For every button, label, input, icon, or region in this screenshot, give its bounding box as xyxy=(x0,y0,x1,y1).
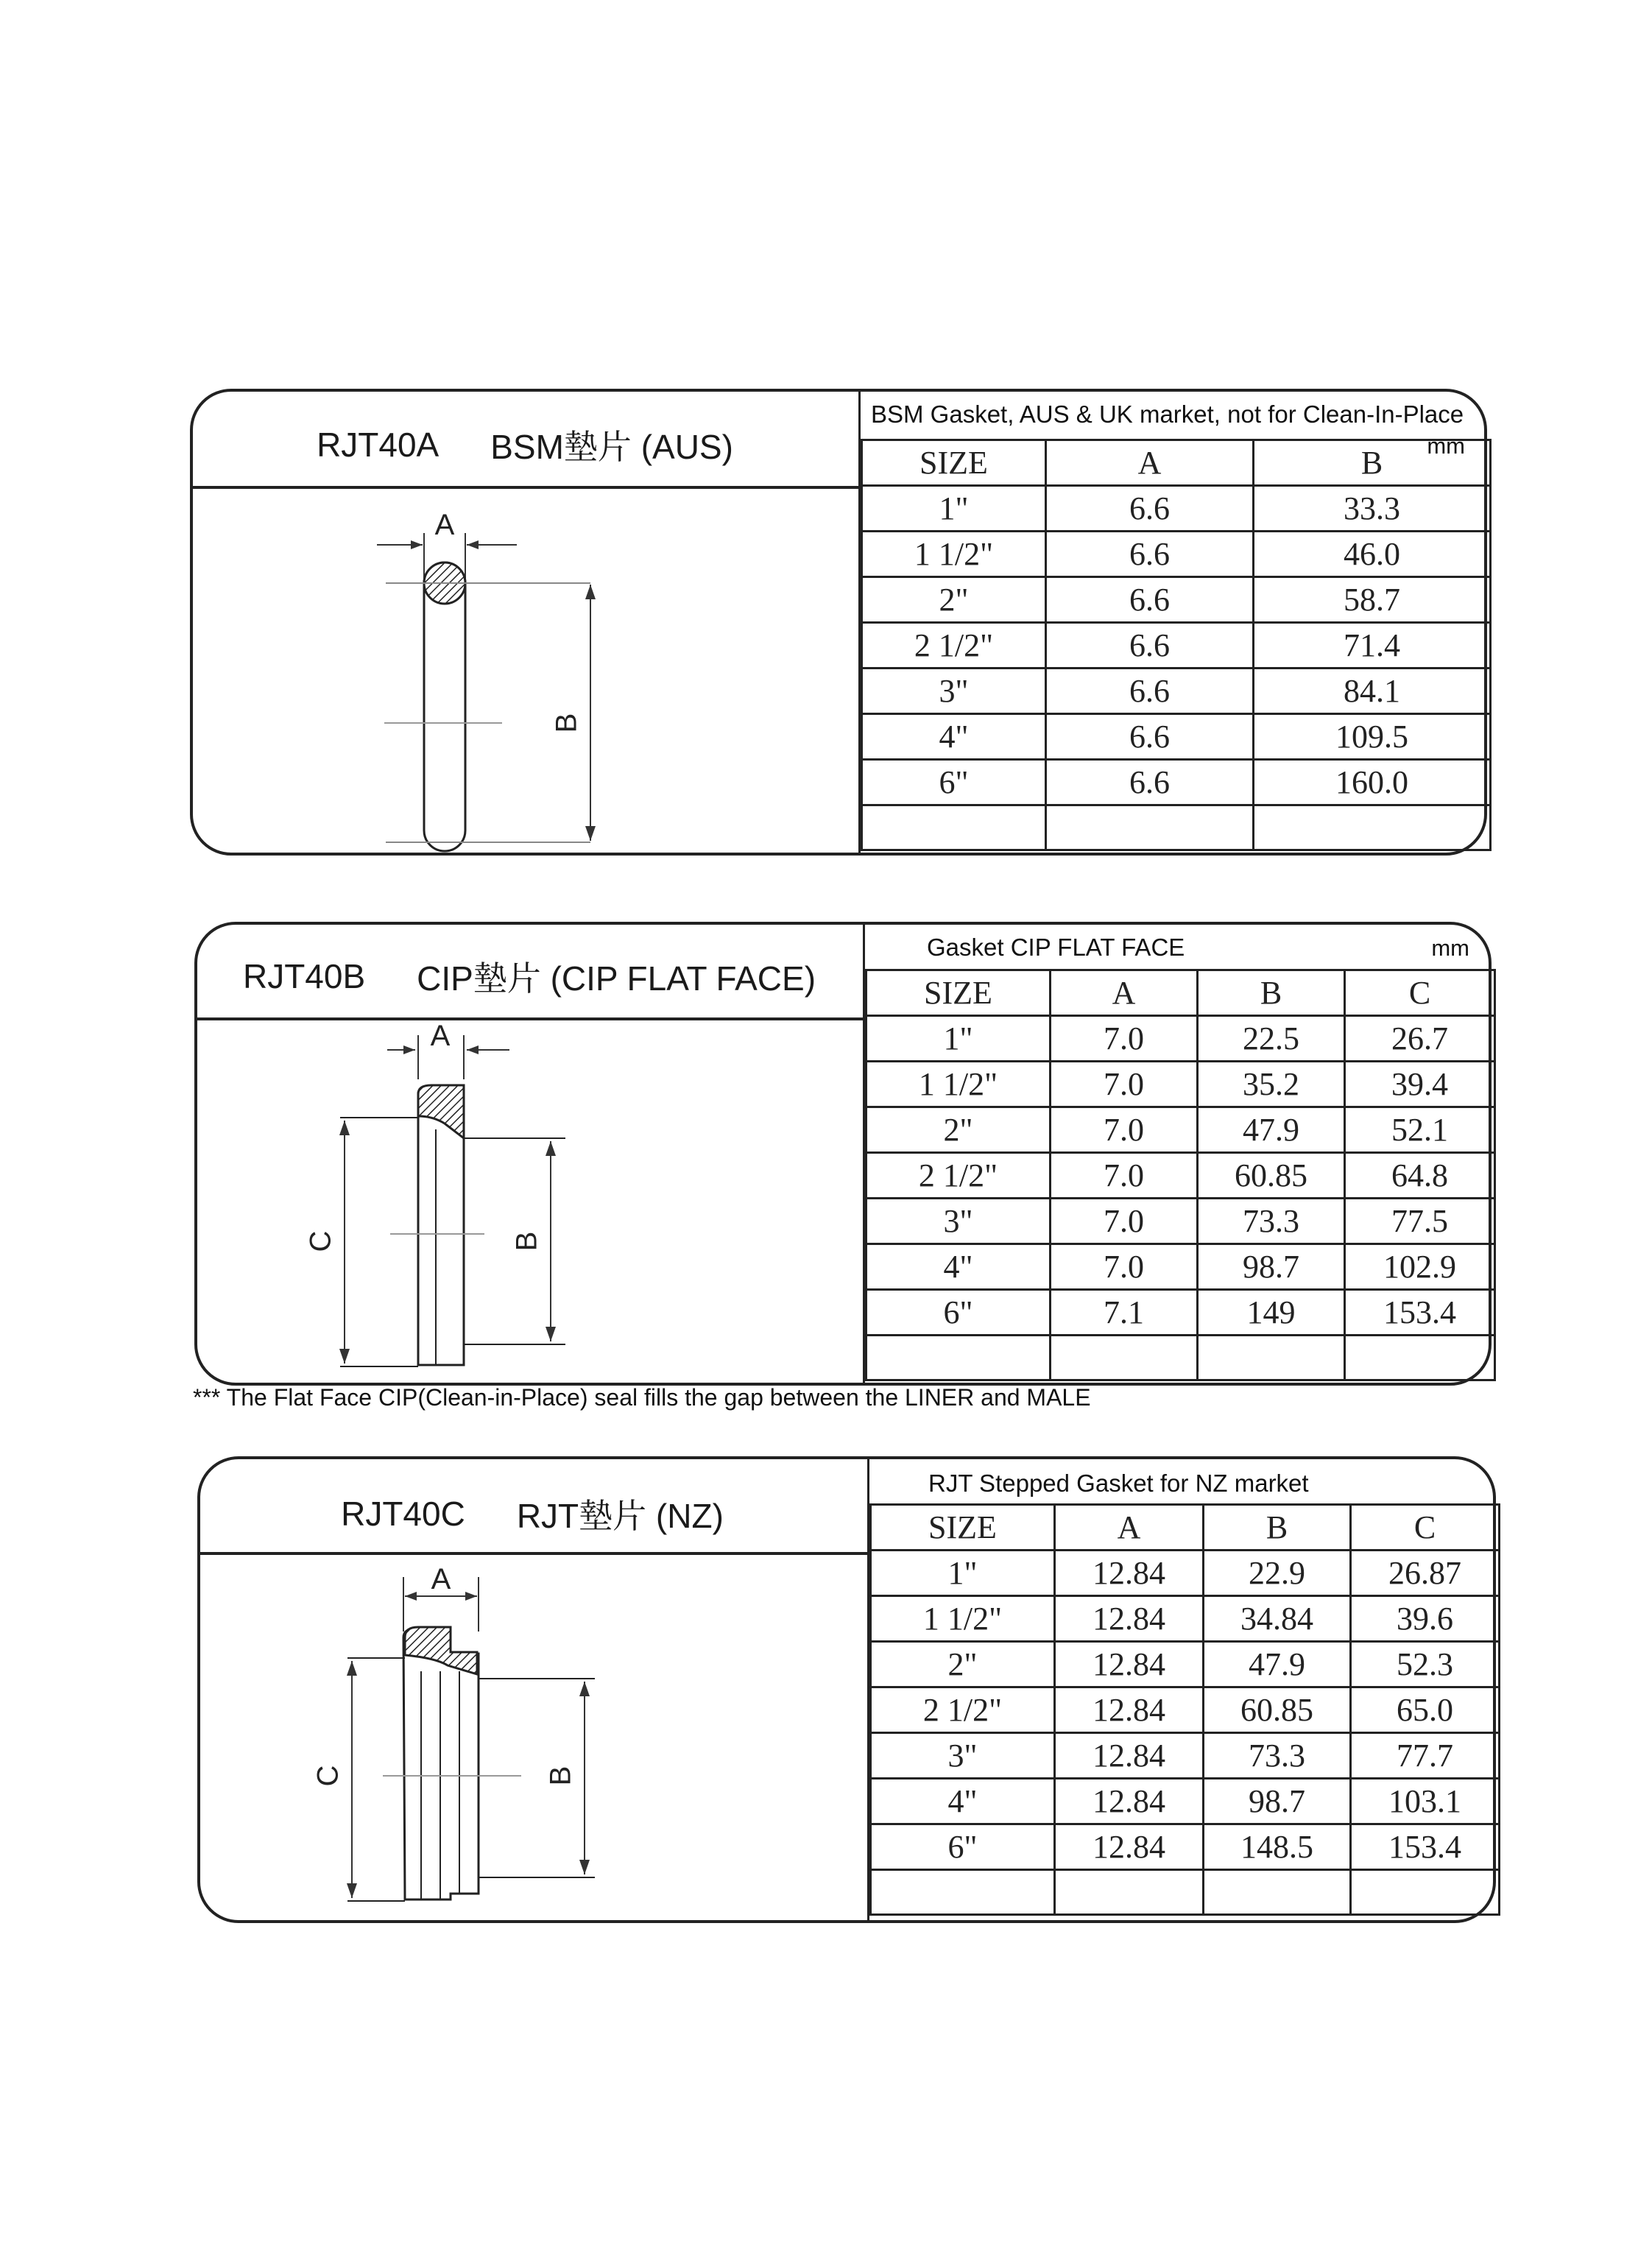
value-a-cell: 7.0 xyxy=(1051,1153,1198,1199)
size-cell: 1 1/2" xyxy=(866,1062,1051,1107)
column-header-a: A xyxy=(1046,440,1254,486)
value-c-cell: 39.4 xyxy=(1345,1062,1495,1107)
column-header-size: SIZE xyxy=(862,440,1046,486)
gasket-drawing-rjt40b xyxy=(197,1020,860,1381)
size-cell: 4" xyxy=(862,714,1046,760)
value-a-cell: 6.6 xyxy=(1046,486,1254,532)
table-row xyxy=(871,1642,1500,1687)
card-title xyxy=(193,418,857,471)
value-a-cell: 6.6 xyxy=(1046,532,1254,577)
table-row xyxy=(862,714,1491,760)
column-header-b: B xyxy=(1198,970,1345,1016)
table-row xyxy=(862,486,1491,532)
column-header-c: C xyxy=(1351,1505,1500,1551)
size-cell: 2" xyxy=(871,1642,1055,1687)
value-b-cell: 160.0 xyxy=(1254,760,1491,805)
spec-panel xyxy=(867,1459,1496,1920)
value-b-cell: 98.7 xyxy=(1204,1779,1351,1824)
table-row xyxy=(871,1824,1500,1870)
value-b-cell: 98.7 xyxy=(1198,1244,1345,1290)
value-b-cell: 47.9 xyxy=(1204,1642,1351,1687)
size-cell: 6" xyxy=(866,1290,1051,1336)
size-cell: 4" xyxy=(866,1244,1051,1290)
dimension-b-label: B xyxy=(550,713,583,733)
gasket-card-rjt40c xyxy=(197,1456,1496,1923)
table-row xyxy=(862,532,1491,577)
table-row xyxy=(871,1687,1500,1733)
size-cell: 1 1/2" xyxy=(862,532,1046,577)
value-a-cell: 12.84 xyxy=(1055,1551,1204,1596)
size-cell: 1" xyxy=(871,1551,1055,1596)
value-c-cell: 52.1 xyxy=(1345,1107,1495,1153)
value-c-cell: 103.1 xyxy=(1351,1779,1500,1824)
value-c-cell: 153.4 xyxy=(1345,1290,1495,1336)
footnote: *** The Flat Face CIP(Clean-in-Place) seal fills the gap between the LINER and MALE xyxy=(193,1384,1091,1411)
value-c-cell: 102.9 xyxy=(1345,1244,1495,1290)
table-row xyxy=(862,760,1491,805)
column-header-a: A xyxy=(1055,1505,1204,1551)
column-header-b: B xyxy=(1204,1505,1351,1551)
value-a-cell: 12.84 xyxy=(1055,1824,1204,1870)
dimension-a-label: A xyxy=(434,509,455,541)
size-cell: 2 1/2" xyxy=(871,1687,1055,1733)
table-row xyxy=(871,1551,1500,1596)
value-c-cell: 52.3 xyxy=(1351,1642,1500,1687)
size-cell: 1 1/2" xyxy=(871,1596,1055,1642)
dimension-table xyxy=(865,969,1496,1381)
value-a-cell: 6.6 xyxy=(1046,669,1254,714)
card-title xyxy=(200,1487,864,1540)
value-a-cell: 12.84 xyxy=(1055,1733,1204,1779)
size-cell: 1" xyxy=(862,486,1046,532)
size-cell: 6" xyxy=(862,760,1046,805)
value-c-cell: 26.7 xyxy=(1345,1016,1495,1062)
value-b-cell: 33.3 xyxy=(1254,486,1491,532)
product-name: RJT墊片 (NZ) xyxy=(516,1497,724,1535)
size-cell: 1" xyxy=(866,1016,1051,1062)
value-a-cell: 7.0 xyxy=(1051,1244,1198,1290)
value-c-cell: 26.87 xyxy=(1351,1551,1500,1596)
value-b-cell: 73.3 xyxy=(1198,1199,1345,1244)
size-cell: 2 1/2" xyxy=(862,623,1046,669)
product-name: BSM墊片 (AUS) xyxy=(490,428,733,466)
product-code: RJT40A xyxy=(317,426,440,464)
table-row-empty xyxy=(871,1870,1500,1915)
value-c-cell: 64.8 xyxy=(1345,1153,1495,1199)
table-row xyxy=(866,1062,1495,1107)
value-b-cell: 84.1 xyxy=(1254,669,1491,714)
size-cell: 3" xyxy=(862,669,1046,714)
spec-header xyxy=(865,925,1492,970)
dimension-b-label: B xyxy=(510,1231,543,1252)
value-a-cell: 12.84 xyxy=(1055,1779,1204,1824)
spec-caption: RJT Stepped Gasket for NZ market xyxy=(928,1470,1309,1497)
size-cell: 2" xyxy=(862,577,1046,623)
value-b-cell: 149 xyxy=(1198,1290,1345,1336)
spec-panel xyxy=(863,925,1492,1383)
size-cell: 3" xyxy=(871,1733,1055,1779)
value-b-cell: 58.7 xyxy=(1254,577,1491,623)
value-b-cell: 22.5 xyxy=(1198,1016,1345,1062)
spec-header xyxy=(869,1459,1496,1505)
value-a-cell: 7.0 xyxy=(1051,1016,1198,1062)
column-header-c: C xyxy=(1345,970,1495,1016)
table-row xyxy=(871,1779,1500,1824)
gasket-card-rjt40a xyxy=(190,389,1487,856)
value-b-cell: 22.9 xyxy=(1204,1551,1351,1596)
value-b-cell: 148.5 xyxy=(1204,1824,1351,1870)
value-c-cell: 39.6 xyxy=(1351,1596,1500,1642)
value-a-cell: 12.84 xyxy=(1055,1596,1204,1642)
value-b-cell: 60.85 xyxy=(1204,1687,1351,1733)
value-a-cell: 6.6 xyxy=(1046,577,1254,623)
spec-panel xyxy=(858,392,1487,853)
value-b-cell: 71.4 xyxy=(1254,623,1491,669)
unit-label: mm xyxy=(1431,935,1469,961)
value-b-cell: 35.2 xyxy=(1198,1062,1345,1107)
dimension-a-label: A xyxy=(431,1563,451,1595)
unit-label: mm xyxy=(1427,433,1465,459)
value-b-cell: 34.84 xyxy=(1204,1596,1351,1642)
value-a-cell: 6.6 xyxy=(1046,714,1254,760)
gasket-card-rjt40b xyxy=(194,922,1492,1386)
table-row xyxy=(866,1290,1495,1336)
dimension-b-label: B xyxy=(544,1766,577,1786)
product-code: RJT40B xyxy=(242,957,366,995)
value-a-cell: 7.0 xyxy=(1051,1107,1198,1153)
table-row xyxy=(866,1244,1495,1290)
column-header-a: A xyxy=(1051,970,1198,1016)
table-row xyxy=(866,1153,1495,1199)
dimension-table xyxy=(869,1503,1500,1916)
value-a-cell: 7.0 xyxy=(1051,1062,1198,1107)
gasket-drawing-rjt40c xyxy=(200,1555,863,1916)
column-header-b: B xyxy=(1254,440,1491,486)
table-row-empty xyxy=(866,1336,1495,1380)
table-row xyxy=(871,1733,1500,1779)
table-row xyxy=(862,669,1491,714)
value-b-cell: 109.5 xyxy=(1254,714,1491,760)
table-row xyxy=(866,1199,1495,1244)
card-title xyxy=(197,950,861,1003)
column-header-size: SIZE xyxy=(866,970,1051,1016)
size-cell: 4" xyxy=(871,1779,1055,1824)
table-row xyxy=(866,1107,1495,1153)
value-b-cell: 73.3 xyxy=(1204,1733,1351,1779)
dimension-table xyxy=(861,439,1492,851)
size-cell: 6" xyxy=(871,1824,1055,1870)
table-row xyxy=(866,1016,1495,1062)
gasket-drawing-rjt40a xyxy=(193,489,855,857)
value-a-cell: 12.84 xyxy=(1055,1642,1204,1687)
product-name: CIP墊片 (CIP FLAT FACE) xyxy=(417,959,816,998)
size-cell: 2 1/2" xyxy=(866,1153,1051,1199)
value-a-cell: 6.6 xyxy=(1046,623,1254,669)
value-a-cell: 12.84 xyxy=(1055,1687,1204,1733)
table-row xyxy=(871,1596,1500,1642)
value-c-cell: 77.7 xyxy=(1351,1733,1500,1779)
dimension-a-label: A xyxy=(430,1020,451,1052)
spec-caption: BSM Gasket, AUS & UK market, not for Clean-In-Place xyxy=(871,401,1464,428)
value-a-cell: 7.1 xyxy=(1051,1290,1198,1336)
value-b-cell: 47.9 xyxy=(1198,1107,1345,1153)
value-c-cell: 65.0 xyxy=(1351,1687,1500,1733)
column-header-size: SIZE xyxy=(871,1505,1055,1551)
table-row xyxy=(862,577,1491,623)
value-a-cell: 7.0 xyxy=(1051,1199,1198,1244)
size-cell: 3" xyxy=(866,1199,1051,1244)
size-cell: 2" xyxy=(866,1107,1051,1153)
dimension-c-label: C xyxy=(311,1765,345,1787)
value-b-cell: 60.85 xyxy=(1198,1153,1345,1199)
value-b-cell: 46.0 xyxy=(1254,532,1491,577)
spec-caption: Gasket CIP FLAT FACE xyxy=(927,934,1185,961)
dimension-c-label: C xyxy=(304,1230,337,1252)
value-c-cell: 77.5 xyxy=(1345,1199,1495,1244)
table-row xyxy=(862,623,1491,669)
product-code: RJT40C xyxy=(341,1495,465,1533)
spec-header xyxy=(861,392,1487,440)
value-a-cell: 6.6 xyxy=(1046,760,1254,805)
value-c-cell: 153.4 xyxy=(1351,1824,1500,1870)
table-row-empty xyxy=(862,805,1491,850)
